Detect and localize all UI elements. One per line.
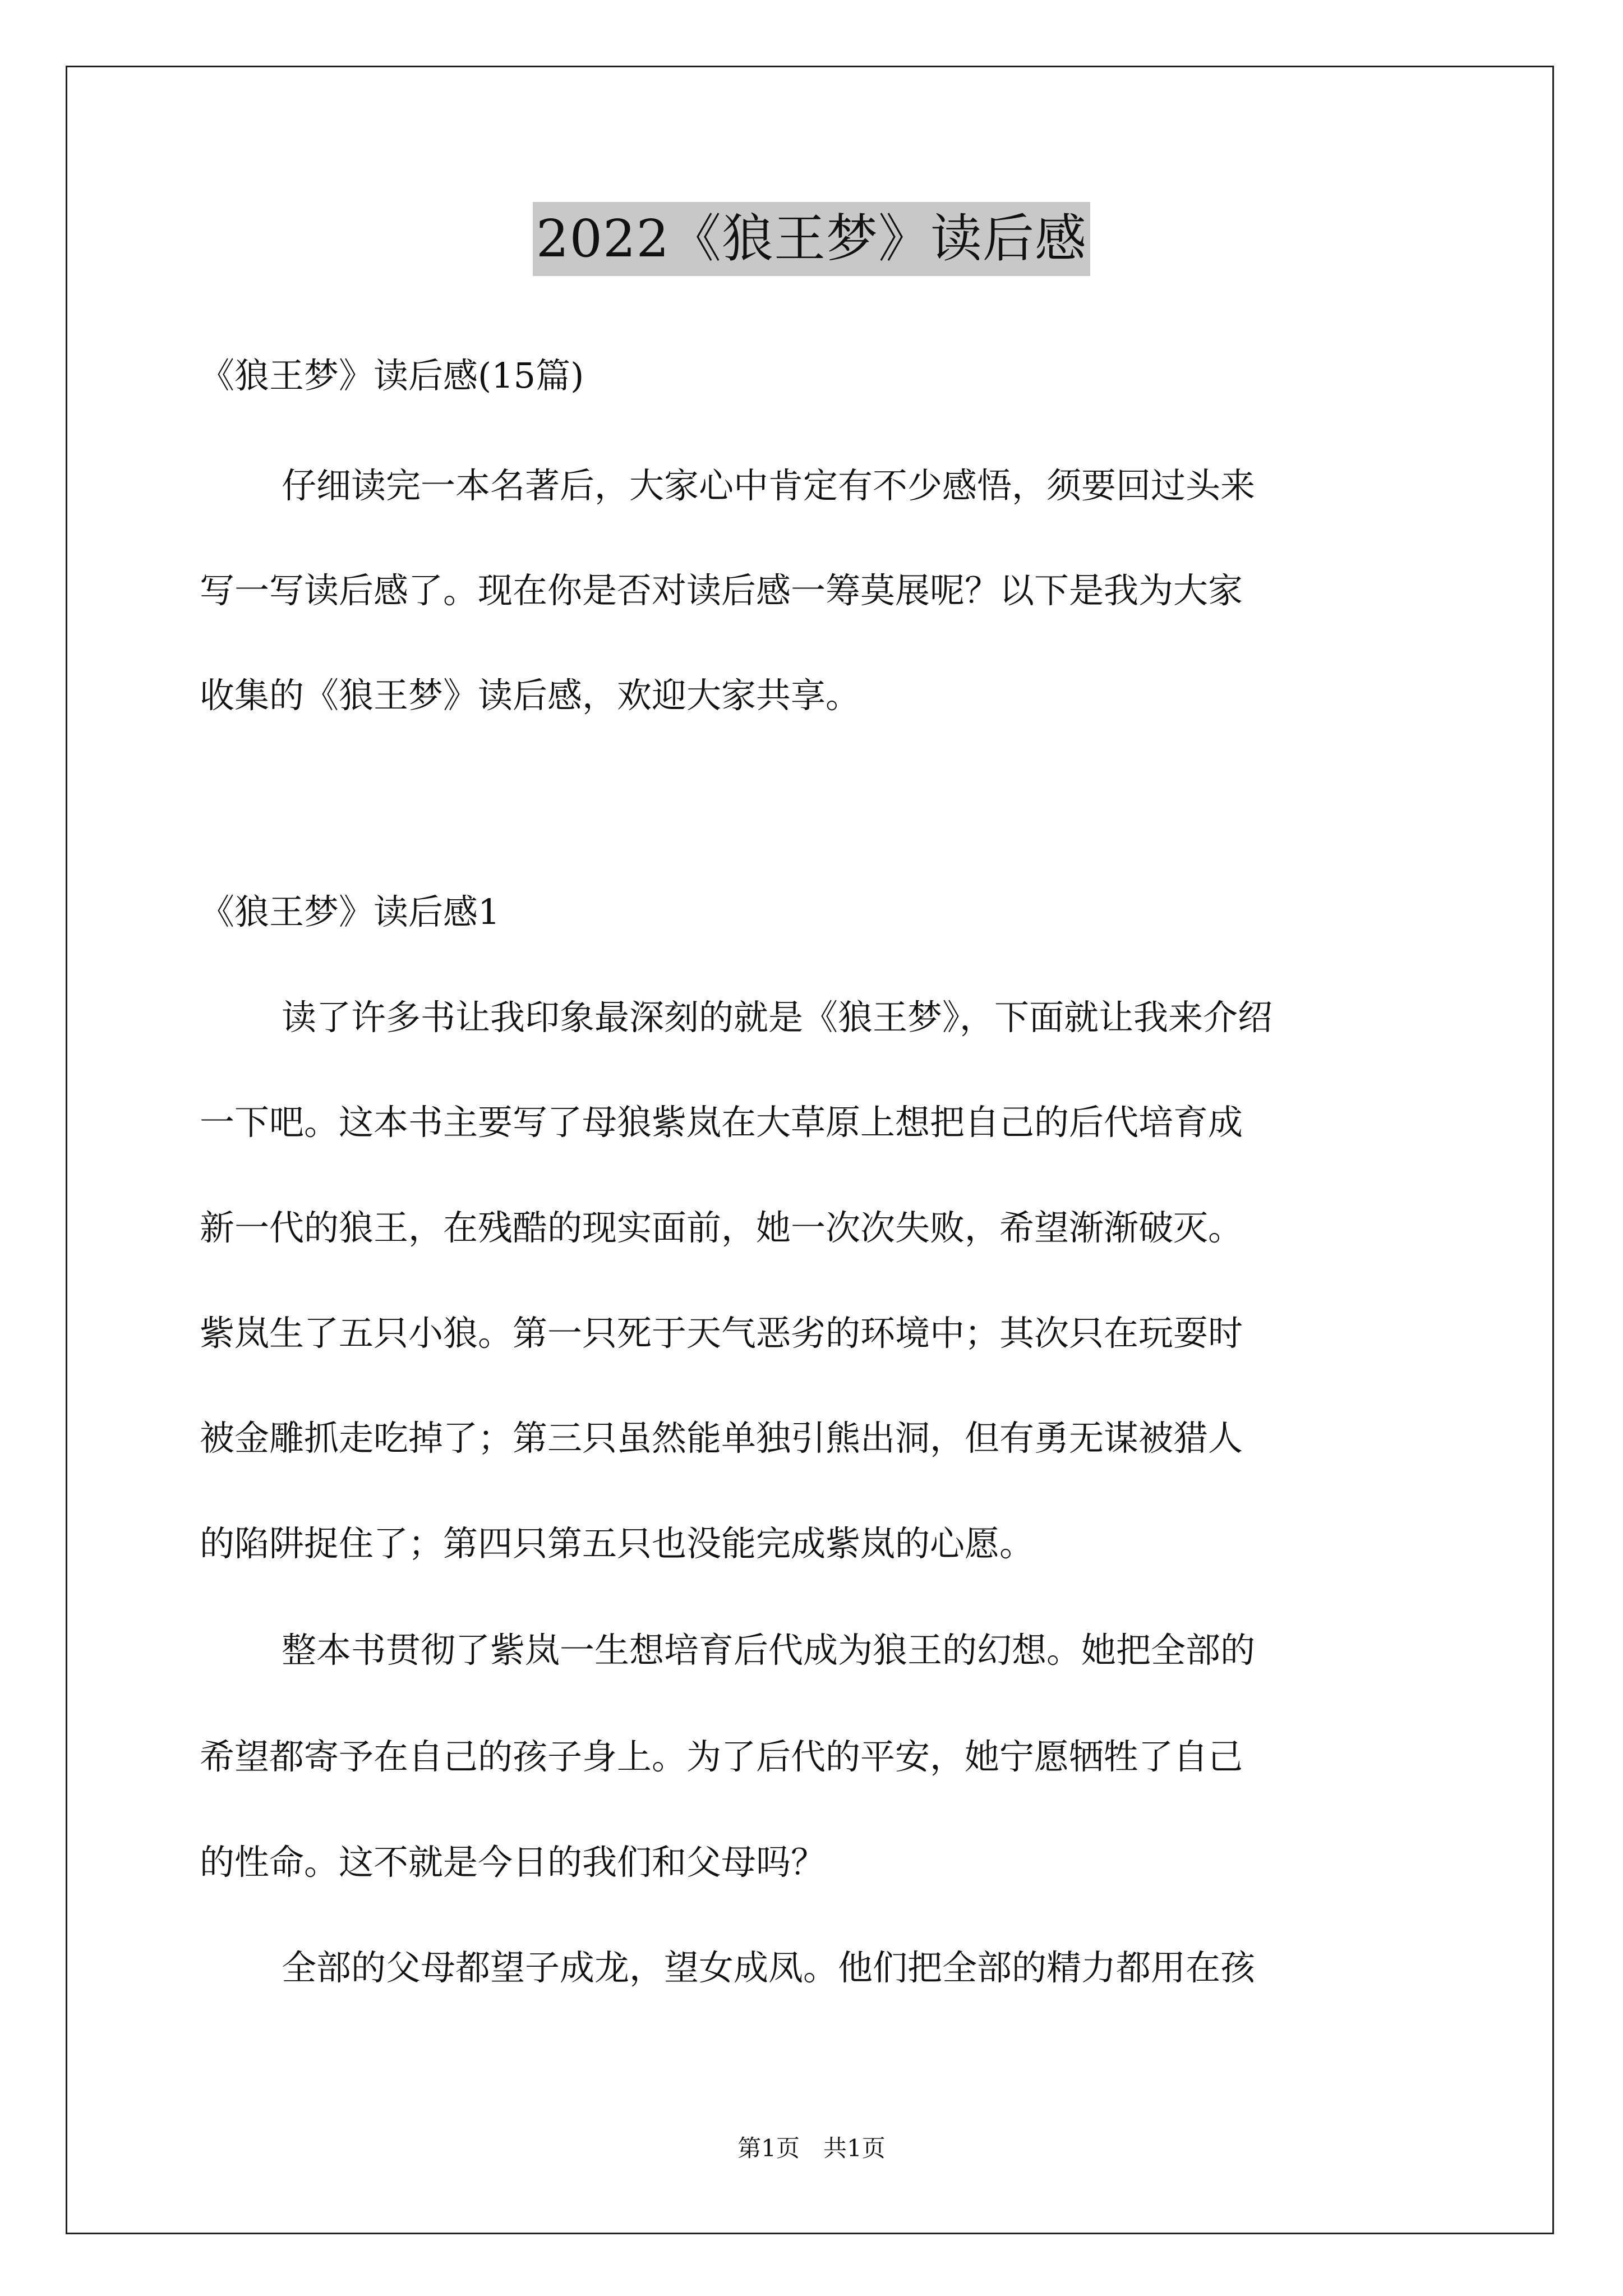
paragraph-line: 的陷阱捉住了；第四只第五只也没能完成紫岚的心愿。 xyxy=(200,1523,1035,1564)
paragraph-line: 全部的父母都望子成龙，望女成凤。他们把全部的精力都用在孩 xyxy=(282,1947,1256,1988)
paragraph-line: 被金雕抓走吃掉了；第三只虽然能单独引熊出洞，但有勇无谋被猎人 xyxy=(200,1418,1243,1458)
paragraph-line: 紫岚生了五只小狼。第一只死于天气恶劣的环境中；其次只在玩耍时 xyxy=(200,1313,1243,1354)
section-heading: 《狼王梦》读后感1 xyxy=(200,891,500,932)
document-title: 2022《狼王梦》读后感 xyxy=(533,202,1090,276)
intro-line: 写一写读后感了。现在你是否对读后感一筹莫展呢？以下是我为大家 xyxy=(200,570,1243,611)
paragraph-line: 的性命。这不就是今日的我们和父母吗？ xyxy=(200,1842,826,1883)
paragraph-line: 一下吧。这本书主要写了母狼紫岚在大草原上想把自己的后代培育成 xyxy=(200,1102,1243,1143)
paragraph-line: 整本书贯彻了紫岚一生想培育后代成为狼王的幻想。她把全部的 xyxy=(282,1630,1256,1671)
subtitle: 《狼王梦》读后感(15篇) xyxy=(200,355,584,396)
title-container xyxy=(0,202,1623,276)
intro-line: 收集的《狼王梦》读后感，欢迎大家共享。 xyxy=(200,675,861,716)
paragraph-line: 读了许多书让我印象最深刻的就是《狼王梦》，下面就让我来介绍 xyxy=(282,997,1273,1038)
paragraph-line: 希望都寄予在自己的孩子身上。为了后代的平安，她宁愿牺牲了自己 xyxy=(200,1736,1243,1777)
intro-line: 仔细读完一本名著后，大家心中肯定有不少感悟，须要回过头来 xyxy=(282,465,1256,506)
paragraph-line: 新一代的狼王，在残酷的现实面前，她一次次失败，希望渐渐破灭。 xyxy=(200,1207,1243,1248)
page-footer: 第1页 共1页 xyxy=(737,2134,886,2162)
